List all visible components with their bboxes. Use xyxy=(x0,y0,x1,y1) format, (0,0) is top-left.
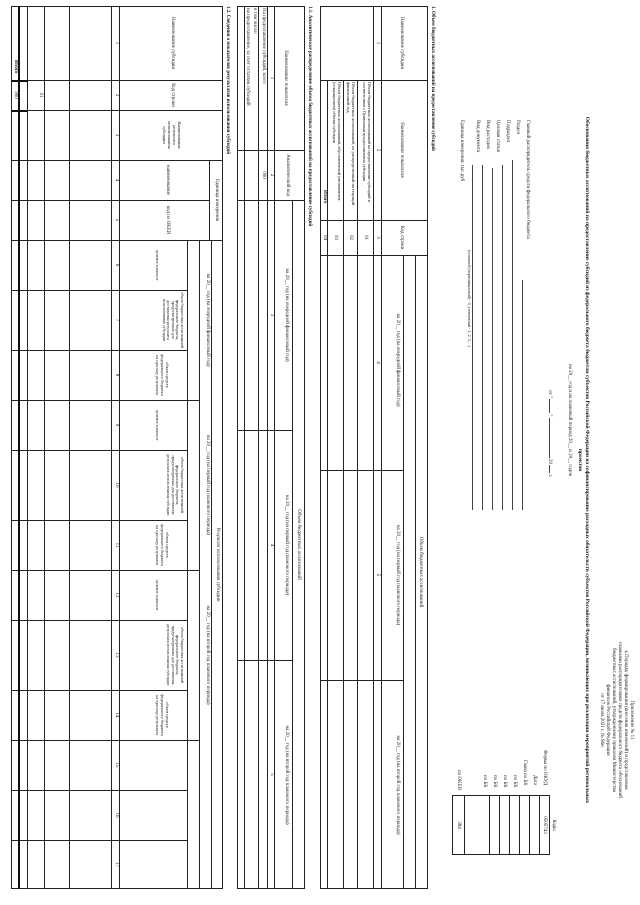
section12-col-result: Наименование результата использования субсидии xyxy=(162,121,182,149)
section11-col-y1: на 20__ год (на очередной финансовый год) xyxy=(284,268,289,362)
okud-label: Форма по ОКУД xyxy=(542,750,547,786)
col-number: 1 xyxy=(269,76,274,80)
col-number: 15 xyxy=(114,762,119,768)
section11-row-incl: в том числе: xyxy=(252,8,257,35)
section12-col-y1: на 20__ год (на очередной финансовый год) xyxy=(205,273,210,367)
col-number: 8 xyxy=(114,373,119,377)
meta-field-ministry: Главный распорядитель средств федерального бюджета xyxy=(525,120,530,239)
section1-col-group: Объем бюджетных ассигнований xyxy=(418,536,423,608)
document-subheading: на 20__ год и на плановый период 20__ и 20__ годов xyxy=(567,363,572,477)
date-label: Дата xyxy=(532,775,537,785)
col-number: 3 xyxy=(269,313,274,317)
section1-total-label: Итого xyxy=(322,190,327,204)
section12-row-code: 01 xyxy=(38,92,43,98)
appendix-line: главными распорядителями средств федерального бюджета обоснований xyxy=(617,642,622,798)
section1-title: 1. Объем бюджетных ассигнований на предоставление субсидий xyxy=(430,6,435,151)
bk-label: по БК xyxy=(492,775,497,788)
section1-row-name: Объем бюджетных ассигнований, обусловленный увеличением (сокращением) объема субсидии xyxy=(332,82,342,201)
section12-sub-per-unit: объем средств федерального бюджета на единицу результата xyxy=(155,354,170,396)
col-number: 10 xyxy=(114,482,119,488)
meta-field-expense-type: Вид расходов xyxy=(485,120,490,149)
appendix-line: бюджетных ассигнований, утвержденному приказом Министерства xyxy=(611,647,616,793)
section12-title: 1.2. Сведения о показателях результатов использования субсидий xyxy=(225,6,230,155)
okei-code: 384 xyxy=(456,821,461,829)
col-number: 13 xyxy=(114,652,119,658)
section12-sub-value: целевое значение xyxy=(155,579,160,611)
col-number: 3 xyxy=(114,133,119,137)
col-number: 7 xyxy=(114,318,119,322)
section12-sub-volume: объем бюджетных ассигнований федерального бюджета, предусмотренных для достижения результата использования субсидии xyxy=(166,454,185,516)
section12-sub-per-unit: объем средств федерального бюджета на единицу результата xyxy=(155,694,170,736)
col-number: 4 xyxy=(114,178,119,182)
section12-col-unit-okei: код по ОКЕИ xyxy=(165,205,170,235)
bk-label: по БК xyxy=(512,775,517,788)
codes-header: Коды xyxy=(551,819,556,831)
appendix-line: от 17 июля 2021 г. № 96н xyxy=(599,693,604,747)
section12-sub-value: целевое значение xyxy=(155,249,160,281)
date-mid: " xyxy=(547,414,552,417)
date-year: 20 xyxy=(547,458,552,464)
date-prefix: от " xyxy=(547,390,552,398)
section12-sub-volume: объем бюджетных ассигнований федерального бюджета, предусмотренных для достижения результата использования субсидии xyxy=(166,624,185,686)
section1-row-name: Объем бюджетных ассигнований, не распределенный на текущий финансовый год xyxy=(346,82,356,206)
col-number: 6 xyxy=(114,263,119,267)
section11-title: 1.1. Аналитическое распределение объема бюджетных ассигнований на предоставление субсидий xyxy=(307,6,312,227)
section12-col-y3: на 20__ год (на второй год планового периода) xyxy=(205,605,210,705)
section1-row-code: 02 xyxy=(348,235,353,240)
meta-field-target: Целевая статья xyxy=(495,120,500,152)
section1-col-subsidy: Наименование субсидии xyxy=(399,16,404,70)
col-number: 5 xyxy=(114,218,119,222)
col-number: 12 xyxy=(114,592,119,598)
col-number: 5 xyxy=(375,573,380,577)
meta-field-podrazdel: Подраздел xyxy=(505,120,510,143)
col-number: 11 xyxy=(114,542,119,548)
col-number: 2 xyxy=(375,148,380,152)
bk-label: по БК xyxy=(482,775,487,788)
date-suffix: г. xyxy=(547,474,552,478)
appendix-title: Приложение № 11 xyxy=(629,700,634,740)
col-number: 14 xyxy=(114,712,119,718)
section12-col-group: Результат использования субсидии xyxy=(215,527,220,602)
col-number: 2 xyxy=(114,93,119,97)
section11-col-y2: на 20__ год (на первый год планового периода) xyxy=(284,494,289,596)
col-number: 3 xyxy=(375,236,380,239)
section12-sub-volume: объем бюджетных ассигнований федерального бюджета, предусмотренных для достижения результата использования субсидии xyxy=(161,292,185,348)
section12-sub-value: целевое значение xyxy=(155,409,160,441)
section11-col-name: Наименование показателя xyxy=(283,50,288,106)
section11-row-code: 000 xyxy=(261,171,266,179)
section12-total-label: Итого xyxy=(13,60,18,74)
section12-col-subsidy: Наименование субсидии xyxy=(170,16,175,70)
appendix-line: финансов Российской Федерации xyxy=(605,684,610,756)
meta-field-doc-type: Вид документа xyxy=(475,120,480,153)
okud-code: 0505743 xyxy=(542,816,547,834)
section11-col-y3: на 20__ год (на второй год планового периода) xyxy=(284,725,289,825)
col-number: 4 xyxy=(269,543,274,547)
section1-total-code: 04 xyxy=(322,235,327,240)
section1-row-code: 03 xyxy=(333,235,338,240)
col-number: 9 xyxy=(114,423,119,427)
col-number: 2 xyxy=(269,173,274,177)
col-number: 16 xyxy=(114,812,119,818)
section12-col-code: Код строки xyxy=(170,83,175,107)
document-date xyxy=(546,390,552,477)
section12-col-y2: на 20__ год (на первый год планового периода) xyxy=(205,434,210,536)
section1-col-y1: на 20__ год (на очередной финансовый год) xyxy=(395,313,400,407)
section11-row-remnants: на предоставление, за счет остатков субсидий xyxy=(245,8,250,106)
section12-sub-per-unit: объем средств федерального бюджета на единицу результата xyxy=(155,524,170,566)
meta-field-unit: Единица измерения: тыс.руб xyxy=(459,120,464,182)
col-number: 5 xyxy=(269,773,274,776)
section12-col-unit: Единица измерения xyxy=(214,178,219,222)
section11-bold-row xyxy=(237,6,245,889)
section12-total-code: 900 xyxy=(13,91,18,99)
okei-label: по ОКЕИ xyxy=(456,770,461,791)
glava-label: Глава по БК xyxy=(522,760,527,786)
col-number: 1 xyxy=(375,41,380,45)
col-number: 1 xyxy=(114,41,119,45)
section11-col-group: Объем бюджетных ассигнований xyxy=(296,509,301,580)
document-heading: Обоснования бюджетных ассигнований на предоставление субсидий из федерального бюджета бюджетам субъектов Российской Федерации на софинансирование расходных обязательств субъектов Российской Федерации, возникающих при реализации мероприятий региональных проектов xyxy=(577,116,590,804)
appendix-line: к Порядку формирования (внесения изменений) и представления xyxy=(623,650,628,790)
bk-label: по БК xyxy=(502,775,507,788)
doc-type-hint: (основной (первоначальный) - 0, уточненный - 1, 2, 3, ...) xyxy=(467,250,472,347)
codes-box xyxy=(452,795,550,855)
section1-row-code: 01 xyxy=(363,235,368,240)
section11-row-total: На предоставление субсидий, всего xyxy=(261,8,266,84)
col-number: 17 xyxy=(114,862,119,867)
section1-col-y3: на 20__ год (на второй год планового периода) xyxy=(395,735,400,835)
section12-col-unit-name: наименование xyxy=(165,164,170,196)
meta-field-razdel: Раздел xyxy=(515,120,520,135)
section1-col-name: Наименование показателя xyxy=(399,122,404,178)
section1-col-code: Код строки xyxy=(399,225,404,250)
section11-col-code: Аналитический код xyxy=(285,154,290,196)
section1-row-name: Объем бюджетных ассигнований на предоставление субсидий в соответствии с Правилами предоставления субсидии xyxy=(362,82,372,202)
section1-col-y2: на 20__ год (на первый год планового периода) xyxy=(395,524,400,626)
col-number: 4 xyxy=(375,361,380,364)
